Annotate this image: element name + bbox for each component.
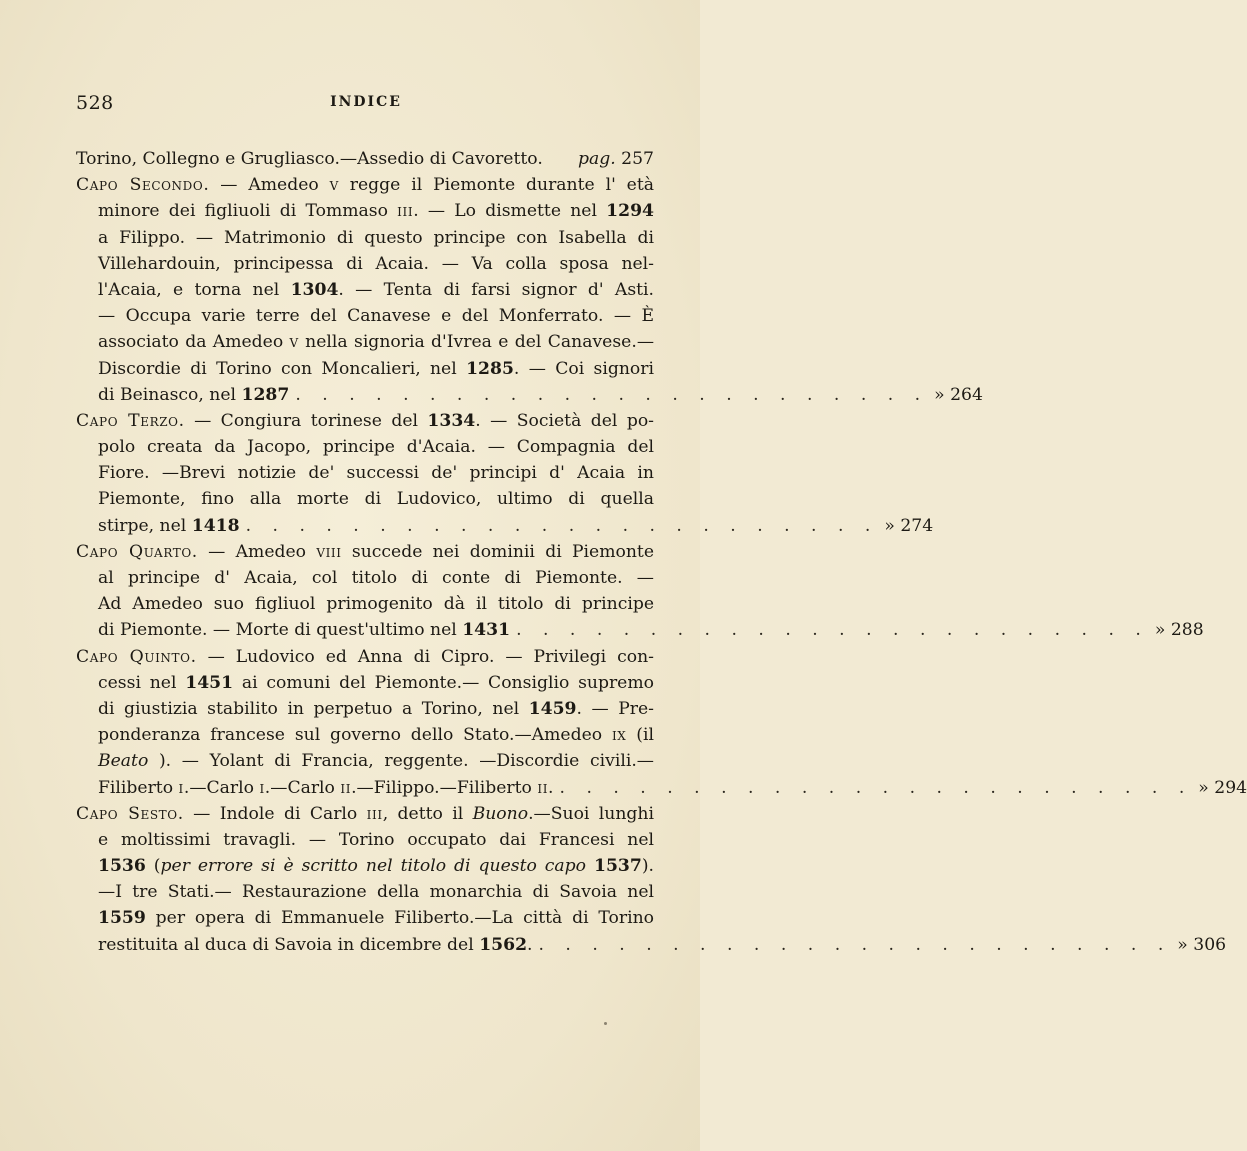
page-reference: » 294 (1198, 777, 1247, 798)
line-text: Capo Sesto. — Indole di Carlo iii, detto il Buono.—Suoi lunghi (76, 803, 654, 824)
paper-speck (604, 1022, 607, 1025)
index-line (76, 146, 654, 172)
index-line (76, 198, 654, 224)
line-text: al principe d' Acaia, col titolo di conte di Piemonte. — (98, 568, 654, 588)
chapter-heading: Capo Terzo. (76, 410, 185, 431)
chapter-heading: Capo Sesto. (76, 803, 184, 824)
index-line (76, 801, 654, 827)
leader-dots: . . . . . . . . . . . . . . . . . . . . . . . . (245, 515, 879, 536)
index-line (76, 277, 654, 303)
index-line (76, 382, 983, 408)
index-line (76, 696, 654, 722)
index-line (76, 879, 654, 905)
line-text: 1536 (per errore si è scritto nel titolo di questo capo 1537). (98, 856, 654, 877)
running-title: INDICE (330, 94, 402, 110)
line-text: stirpe, nel 1418 (98, 515, 240, 536)
line-text: polo creata da Jacopo, principe d'Acaia. — Compagnia del (98, 437, 654, 458)
line-text: Capo Quinto. — Ludovico ed Anna di Cipro. — Privilegi con- (76, 646, 654, 667)
chapter-heading: Capo Quarto. (76, 541, 198, 562)
index-line (76, 408, 654, 434)
index-line (76, 853, 654, 879)
line-text: Fiore. —Brevi notizie de' successi de' principi d' Acaia in (98, 463, 654, 484)
leader-dots: . . . . . . . . . . . . . . . . . . . . . . . . (559, 777, 1193, 798)
index-line (76, 434, 654, 460)
index-entry-capo-secondo (76, 172, 983, 408)
line-text: cessi nel 1451 ai comuni del Piemonte.— Consiglio supremo (98, 672, 655, 693)
index-line (76, 329, 654, 355)
index-line (76, 513, 934, 539)
line-text: Filiberto i.—Carlo i.—Carlo ii.—Filippo.—Filiberto ii. (98, 777, 554, 798)
line-text: Capo Secondo. — Amedeo v regge il Piemonte durante l' età (76, 175, 654, 196)
line-text: Discordie di Torino con Moncalieri, nel 1285. — Coi signori (98, 358, 654, 379)
page-reference: pag. 257 (578, 149, 654, 169)
line-text: Beato ). — Yolant di Francia, reggente. —Discordie civili.— (98, 751, 654, 772)
index-line (76, 539, 654, 565)
index-line (76, 644, 654, 670)
page-reference: » 264 (934, 384, 983, 405)
index-line (76, 591, 654, 617)
line-text: minore dei figliuoli di Tommaso iii. — Lo dismette nel 1294 (98, 201, 654, 222)
line-text: — Occupa varie terre del Canavese e del Monferrato. — È (98, 306, 654, 327)
page-reference: » 288 (1154, 620, 1204, 641)
index-line (76, 905, 654, 931)
index-line (76, 775, 1247, 801)
line-text: ponderanza francese sul governo dello Stato.—Amedeo ix (il (98, 725, 654, 746)
line-text: Torino, Collegno e Grugliasco.—Assedio di Cavoretto. (76, 149, 543, 169)
index-line (76, 225, 654, 251)
index-line (76, 460, 654, 486)
line-text: —I tre Stati.— Restaurazione della monarchia di Savoia nel (98, 882, 654, 903)
line-text: di giustizia stabilito in perpetuo a Torino, nel 1459. — Pre- (98, 698, 654, 719)
line-text: di Piemonte. — Morte di quest'ultimo nel 1431 (98, 620, 511, 641)
index-line (76, 565, 654, 591)
index-line (76, 827, 654, 853)
index-line (76, 932, 1227, 958)
index-entry-capo-sesto (76, 801, 1227, 958)
index-content (76, 146, 1247, 958)
line-text: restituita al duca di Savoia in dicembre del 1562. (98, 934, 533, 955)
page-reference: » 274 (884, 515, 934, 536)
leader-dots: . . . . . . . . . . . . . . . . . . . . . . . . (295, 384, 929, 405)
index-entry-capo-terzo (76, 408, 934, 539)
line-text: Capo Quarto. — Amedeo viii succede nei dominii di Piemonte (76, 541, 655, 562)
line-text: a Filippo. — Matrimonio di questo principe con Isabella di (98, 227, 654, 248)
index-line (76, 356, 654, 382)
page-reference: » 306 (1177, 934, 1227, 955)
index-entry-continuation (76, 146, 654, 172)
leader-dots: . . . . . . . . . . . . . . . . . . . . . . . . (516, 620, 1149, 641)
index-entry-capo-quarto (76, 539, 1204, 644)
index-line (76, 617, 1204, 643)
index-line (76, 172, 654, 198)
line-text: Villehardouin, principessa di Acaia. — Va colla sposa nel- (98, 253, 654, 274)
index-line (76, 251, 654, 277)
chapter-heading: Capo Quinto. (76, 646, 197, 667)
chapter-heading: Capo Secondo. (76, 175, 210, 196)
line-text: Ad Amedeo suo figliuol primogenito dà il titolo di principe (98, 594, 654, 615)
index-entry-capo-quinto (76, 644, 1247, 801)
page-header (76, 92, 656, 120)
index-line (76, 748, 654, 774)
line-text: di Beinasco, nel 1287 (98, 384, 290, 405)
index-line (76, 486, 654, 512)
index-line (76, 670, 654, 696)
line-text: l'Acaia, e torna nel 1304. — Tenta di farsi signor d' Asti. (98, 279, 655, 300)
line-text: 1559 per opera di Emmanuele Filiberto.—La città di Torino (98, 908, 654, 929)
line-text: associato da Amedeo v nella signoria d'Ivrea e del Canavese.— (98, 332, 655, 353)
leader-dots: . . . . . . . . . . . . . . . . . . . . . . . . (538, 934, 1172, 955)
page-number: 528 (76, 92, 114, 114)
line-text: e moltissimi travagli. — Torino occupato dai Francesi nel (98, 829, 654, 850)
line-text: Capo Terzo. — Congiura torinese del 1334. — Società del po- (76, 410, 654, 431)
index-line (76, 303, 654, 329)
line-text: Piemonte, fino alla morte di Ludovico, ultimo di quella (98, 489, 654, 510)
index-line (76, 722, 654, 748)
